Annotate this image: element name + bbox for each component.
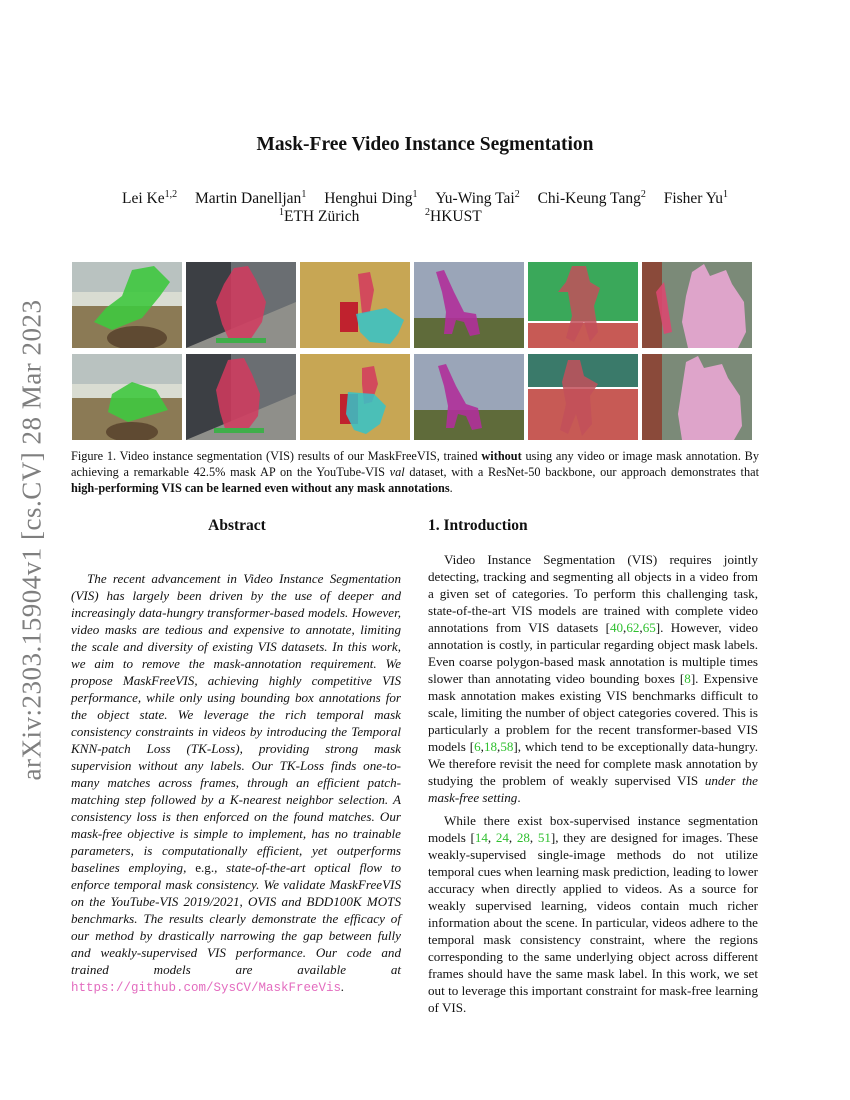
- figure-panel-giraffe: [414, 262, 524, 348]
- author: Chi-Keung Tang$^2$: [537, 189, 646, 207]
- citation-link[interactable]: 40: [609, 620, 624, 635]
- author: Fisher Yu$^1$: [663, 189, 728, 207]
- citation-link[interactable]: 18: [483, 739, 498, 754]
- citation-link[interactable]: 8: [684, 671, 691, 686]
- figure-caption: Figure 1. Video instance segmentation (VIS) results of our MaskFreeVIS, trained without using any video or image mask annotation. By achieving a remarkable 42.5% mask AP on the YouTube-VIS val dataset, with a ResNet-50 backbone, our approach demonstrates that high-performing VIS can be learned even without any mask annotations.: [71, 449, 759, 495]
- citation-link[interactable]: 24: [495, 830, 509, 845]
- citation-link[interactable]: 51: [537, 830, 551, 845]
- intro-paragraph: Video Instance Segmentation (VIS) requires jointly detecting, tracking and segmenting all objects in a video from a given set of categories. To perform this challenging task, state-of-the-art VIS models are trained with complete video annotations from VIS datasets [40,62,65]. However, video annotation is costly, in particular regarding object mask labels. Even coarse polygon-based mask annotation is multiple times slower than annotating video bounding boxes [8]. Expensive mask annotation makes existing VIS benchmarks difficult to scale, limiting the number of object categories covered. This is particularly a problem for the recent transformer-based VIS models [6,18,58], which tend to be exceptionally data-hungry. We therefore revisit the need for complete mask annotation by studying the problem of weakly supervised VIS under the mask-free setting.: [428, 552, 759, 805]
- citation-link[interactable]: 28: [516, 830, 530, 845]
- citation-link[interactable]: 58: [500, 739, 514, 754]
- figure-panel-cat: [642, 354, 752, 440]
- figure-panel-person-and-dog: [300, 262, 410, 348]
- author: Martin Danelljan$^1$: [194, 189, 307, 207]
- figure-panel-skateboarder: [186, 354, 296, 440]
- introduction-heading: 1. Introduction: [428, 517, 528, 534]
- author: Yu-Wing Tai$^2$: [435, 189, 520, 207]
- figure-panel-bird: [72, 262, 182, 348]
- citation-link[interactable]: 65: [642, 620, 656, 635]
- arxiv-identifier: arXiv:2303.15904v1 [cs.CV] 28 Mar 2023: [16, 299, 47, 781]
- code-link[interactable]: https://github.com/SysCV/MaskFreeVis: [71, 981, 342, 995]
- figure-panel-cat: [642, 262, 752, 348]
- abstract-heading: Abstract: [208, 517, 266, 534]
- citation-link[interactable]: 62: [626, 620, 640, 635]
- author-list: [0, 189, 850, 209]
- figure-panel-bird: [72, 354, 182, 440]
- figure-panel-giraffe: [414, 354, 524, 440]
- paper-title: Mask-Free Video Instance Segmentation: [256, 134, 594, 155]
- figure-panel-skateboarder: [186, 262, 296, 348]
- affiliation: $^2$HKUST: [425, 207, 482, 225]
- author: Lei Ke$^{1,2}$: [122, 189, 178, 207]
- introduction-body: [428, 551, 758, 1022]
- figure-panel-person-and-dog: [300, 354, 410, 440]
- intro-paragraph: While there exist box-supervised instance segmentation models [14, 24, 28, 51], they are designed for images. These weakly-supervised single-image methods do not utilize temporal cues when learning mask prediction, leading to lower accuracy when directly applied to videos. As a source for weakly supervised learning, videos contain much richer information about the scene. In particular, videos adhere to the temporal mask consistency constraint, where the regions corresponding to the same underlying object across different frames should have the same mask label. In this work, we set out to leverage this important constraint for mask-free learning of VIS.: [428, 813, 759, 1015]
- teaser-figure: [72, 262, 754, 441]
- affiliation: $^1$ETH Zürich: [279, 207, 360, 225]
- author: Henghui Ding$^1$: [324, 189, 418, 207]
- citation-link[interactable]: 14: [474, 830, 488, 845]
- abstract-body: The recent advancement in Video Instance Segmentation (VIS) has largely been driven by the use of deeper and increasingly data-hungry transformer-based models. However, video masks are tedious and expensive to annotate, limiting the scale and diversity of existing VIS datasets. In this work, we aim to remove the mask-annotation requirement. We propose MaskFreeVIS, achieving highly competitive VIS performance, while only using bounding box annotations for the object state. We leverage the rich temporal mask consistency constraints in videos by introducing the Temporal KNN-patch Loss (TK-Loss), providing strong mask supervision without any labels. Our TK-Loss finds one-to-many matches across frames, through an efficient patch-matching step followed by a K-nearest neighbor selection. A consistency loss is then enforced on the found matches. Our mask-free objective is simple to implement, has no trainable parameters, is computationally efficient, yet outperforms baselines employing, e.g., state-of-the-art optical flow to enforce temporal mask consistency. We validate MaskFreeVIS on the YouTube-VIS 2019/2021, OVIS and BDD100K MOTS benchmarks. The results clearly demonstrate the efficacy of our method by drastically narrowing the gap between fully and weakly-supervised VIS performance. Our code and trained models are available at https://github.com/SysCV/MaskFreeVis.: [71, 571, 402, 995]
- figure-panel-tennis-player: [528, 262, 638, 348]
- citation-link[interactable]: 6: [474, 739, 481, 754]
- figure-panel-tennis-player: [528, 354, 638, 440]
